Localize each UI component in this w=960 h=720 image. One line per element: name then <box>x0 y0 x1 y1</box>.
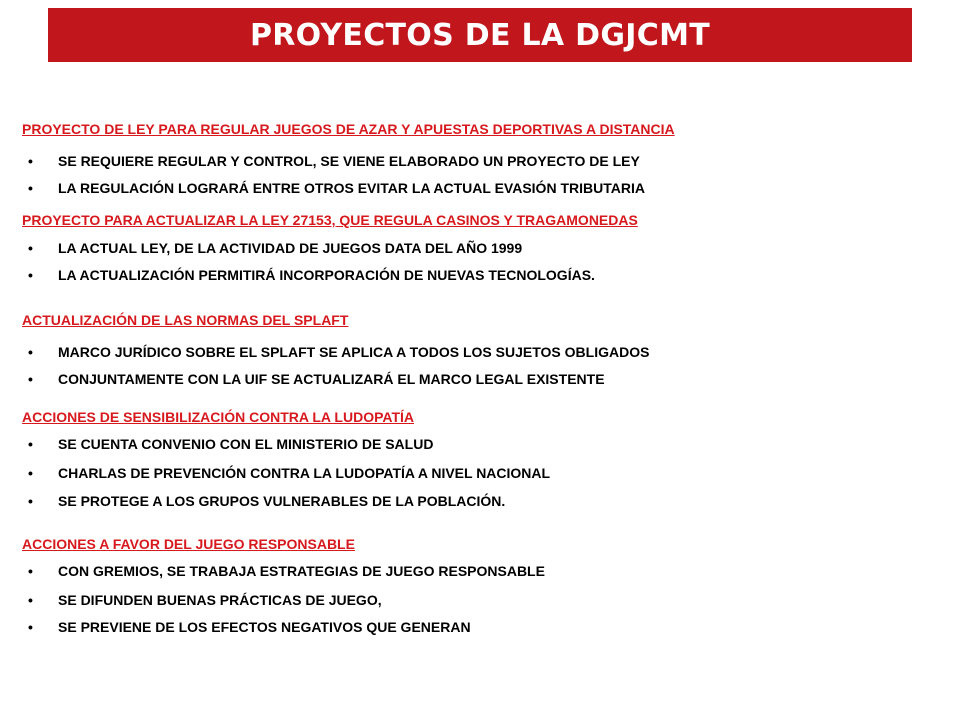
bullet-icon: • <box>28 619 33 635</box>
list-item <box>22 370 942 388</box>
bullet-icon: • <box>28 240 33 256</box>
title-banner <box>48 8 912 62</box>
list-item-text: SE CUENTA CONVENIO CON EL MINISTERIO DE SALUD <box>58 436 434 452</box>
list-item <box>22 179 942 197</box>
section-heading: ACTUALIZACIÓN DE LAS NORMAS DEL SPLAFT <box>22 312 349 328</box>
bullet-icon: • <box>28 563 33 579</box>
bullet-list <box>22 435 942 510</box>
bullet-list <box>22 239 942 284</box>
bullet-icon: • <box>28 371 33 387</box>
section-heading: ACCIONES DE SENSIBILIZACIÓN CONTRA LA LUDOPATÍA <box>22 409 414 425</box>
bullet-icon: • <box>28 180 33 196</box>
list-item <box>22 591 942 609</box>
list-item-text: MARCO JURÍDICO SOBRE EL SPLAFT SE APLICA A TODOS LOS SUJETOS OBLIGADOS <box>58 344 650 360</box>
page-title: PROYECTOS DE LA DGJCMT <box>249 17 710 53</box>
bullet-icon: • <box>28 344 33 360</box>
list-item <box>22 152 942 170</box>
list-item <box>22 266 942 284</box>
list-item-text: CONJUNTAMENTE CON LA UIF SE ACTUALIZARÁ EL MARCO LEGAL EXISTENTE <box>58 371 605 387</box>
list-item-text: CON GREMIOS, SE TRABAJA ESTRATEGIAS DE JUEGO RESPONSABLE <box>58 563 545 579</box>
section-heading: ACCIONES A FAVOR DEL JUEGO RESPONSABLE <box>22 536 355 552</box>
list-item-text: SE PROTEGE A LOS GRUPOS VULNERABLES DE LA POBLACIÓN. <box>58 493 506 509</box>
list-item <box>22 239 942 257</box>
list-item-text: LA ACTUALIZACIÓN PERMITIRÁ INCORPORACIÓN DE NUEVAS TECNOLOGÍAS. <box>58 267 595 283</box>
bullet-icon: • <box>28 153 33 169</box>
list-item-text: CHARLAS DE PREVENCIÓN CONTRA LA LUDOPATÍA A NIVEL NACIONAL <box>58 465 551 481</box>
section-heading: PROYECTO PARA ACTUALIZAR LA LEY 27153, QUE REGULA CASINOS Y TRAGAMONEDAS <box>22 212 638 228</box>
list-item <box>22 492 942 510</box>
bullet-icon: • <box>28 493 33 509</box>
list-item <box>22 343 942 361</box>
list-item <box>22 435 942 453</box>
list-item-text: SE REQUIERE REGULAR Y CONTROL, SE VIENE ELABORADO UN PROYECTO DE LEY <box>58 153 640 169</box>
list-item-text: LA REGULACIÓN LOGRARÁ ENTRE OTROS EVITAR LA ACTUAL EVASIÓN TRIBUTARIA <box>58 180 645 196</box>
bullet-list <box>22 343 942 388</box>
list-item-text: SE DIFUNDEN BUENAS PRÁCTICAS DE JUEGO, <box>58 592 382 608</box>
bullet-list <box>22 562 942 636</box>
bullet-list <box>22 152 942 197</box>
list-item-text: LA ACTUAL LEY, DE LA ACTIVIDAD DE JUEGOS DATA DEL AÑO 1999 <box>58 240 523 256</box>
list-item <box>22 618 942 636</box>
bullet-icon: • <box>28 592 33 608</box>
section-ley-juegos-distancia <box>22 120 942 197</box>
section-ludopatia <box>22 408 942 510</box>
section-splaft <box>22 311 942 388</box>
section-ley-27153 <box>22 211 942 284</box>
section-juego-responsable <box>22 535 942 636</box>
list-item-text: SE PREVIENE DE LOS EFECTOS NEGATIVOS QUE GENERAN <box>58 619 471 635</box>
list-item <box>22 562 942 580</box>
section-heading: PROYECTO DE LEY PARA REGULAR JUEGOS DE AZAR Y APUESTAS DEPORTIVAS A DISTANCIA <box>22 121 675 137</box>
bullet-icon: • <box>28 436 33 452</box>
bullet-icon: • <box>28 465 33 481</box>
bullet-icon: • <box>28 267 33 283</box>
list-item <box>22 464 942 482</box>
